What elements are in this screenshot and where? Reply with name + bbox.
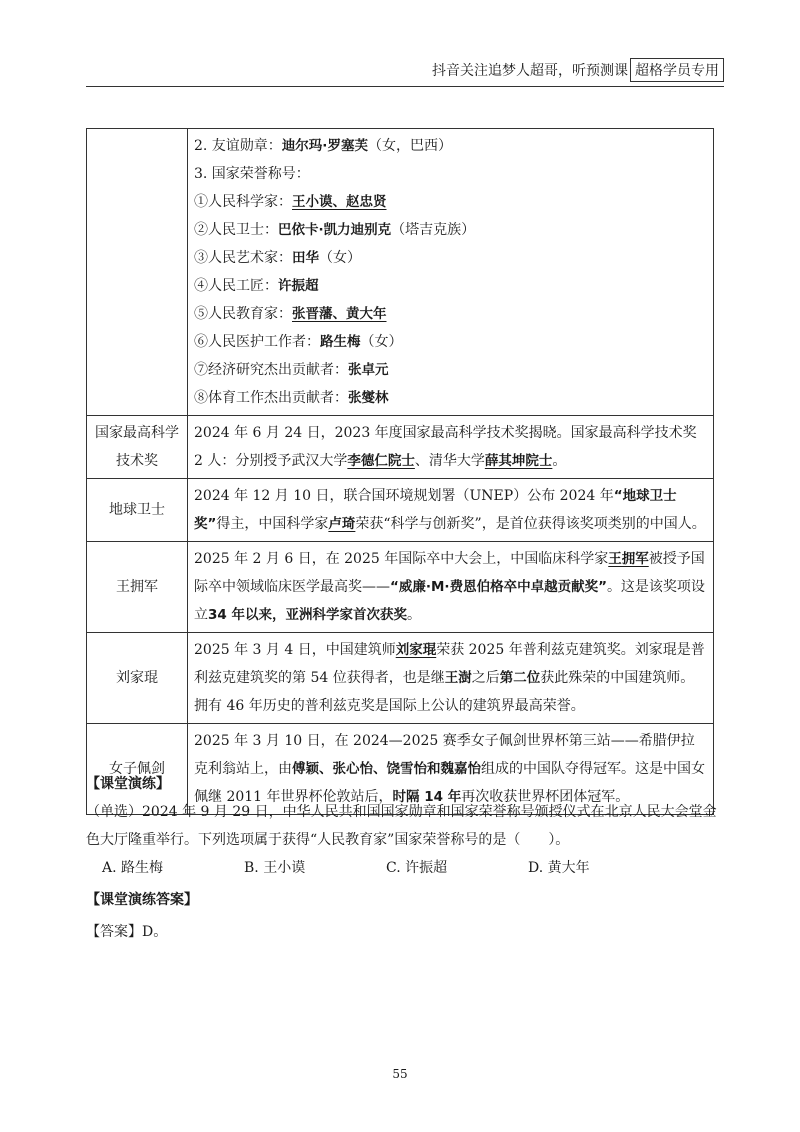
row-label: 刘家琨 <box>87 633 188 724</box>
header-divider <box>86 86 724 87</box>
row-content: 2025 年 2 月 6 日，在 2025 年国际卒中大会上，中国临床科学家王拥军被授予国际卒中领域临床医学最高奖——“威廉·M·费恩伯格卒中卓越贡献奖”。这是该奖项设立34 年以来，亚洲科学家首次获奖。 <box>188 542 714 633</box>
exercise-section <box>86 770 726 946</box>
answer-title: 【课堂演练答案】 <box>86 892 198 908</box>
row-label: 王拥军 <box>87 542 188 633</box>
header-tag: 超格学员专用 <box>630 58 724 82</box>
table-row <box>87 542 714 633</box>
table-row <box>87 416 714 479</box>
option-d: D. 黄大年 <box>528 860 590 876</box>
page-number: 55 <box>392 1067 408 1081</box>
table-row <box>87 479 714 542</box>
option-a: A. 路生梅 <box>102 860 164 876</box>
row-label-empty <box>87 129 188 416</box>
option-c: C. 许振超 <box>386 860 448 876</box>
row-content: 2024 年 6 月 24 日，2023 年度国家最高科学技术奖揭晓。国家最高科学技术奖 2 人：分别授予武汉大学李德仁院士、清华大学薛其坤院士。 <box>188 416 714 479</box>
row-content: 2025 年 3 月 4 日，中国建筑师刘家琨荣获 2025 年普利兹克建筑奖。刘家琨是普利兹克建筑奖的第 54 位获得者，也是继王澍之后第二位获此殊荣的中国建筑师。拥有 46 年历史的普利兹克奖是国际上公认的建筑界最高荣誉。 <box>188 633 714 724</box>
row-content: 2025 年 3 月 10 日，在 2024—2025 赛季女子佩剑世界杯第三站——希腊伊拉克利翁站上，由傅颖、张心怡、饶雪怡和魏嘉怡组成的中国队夺得冠军。这是中国女佩继 2011 年世界杯伦敦站后，时隔 14 年再次收获世界杯团体冠军。 <box>188 724 714 815</box>
header-text: 抖音关注追梦人超哥，听预测课 <box>432 63 628 79</box>
exercise-title: 【课堂演练】 <box>86 776 170 792</box>
exercise-options <box>86 854 726 882</box>
answer-text: 【答案】D。 <box>86 924 168 940</box>
page-header <box>432 58 724 82</box>
row-label: 国家最高科学技术奖 <box>87 416 188 479</box>
awards-table <box>86 128 714 815</box>
table-row <box>87 129 714 416</box>
row-label: 地球卫士 <box>87 479 188 542</box>
row-label: 女子佩剑 <box>87 724 188 815</box>
exercise-question: （单选）2024 年 9 月 29 日，中华人民共和国国家勋章和国家荣誉称号颁授仪式在北京人民大会堂金色大厅隆重举行。下列选项属于获得“人民教育家”国家荣誉称号的是（ ）。 <box>86 804 717 848</box>
option-b: B. 王小谟 <box>244 860 306 876</box>
row-content: 2024 年 12 月 10 日，联合国环境规划署（UNEP）公布 2024 年“地球卫士奖”得主，中国科学家卢琦荣获“科学与创新奖”，是首位获得该奖项类别的中国人。 <box>188 479 714 542</box>
row-content: 2. 友谊勋章：迪尔玛·罗塞芙（女，巴西） 3. 国家荣誉称号： ①人民科学家：王小谟、赵忠贤 ②人民卫士：巴依卡·凯力迪别克（塔吉克族） ③人民艺术家：田华（女） ④人民工匠：许振超 ⑤人民教育家：张晋藩、黄大年 ⑥人民医护工作者：路生梅（女） ⑦经济研究杰出贡献者：张卓元 ⑧体育工作杰出贡献者：张燮林 <box>188 129 714 416</box>
table-row <box>87 633 714 724</box>
